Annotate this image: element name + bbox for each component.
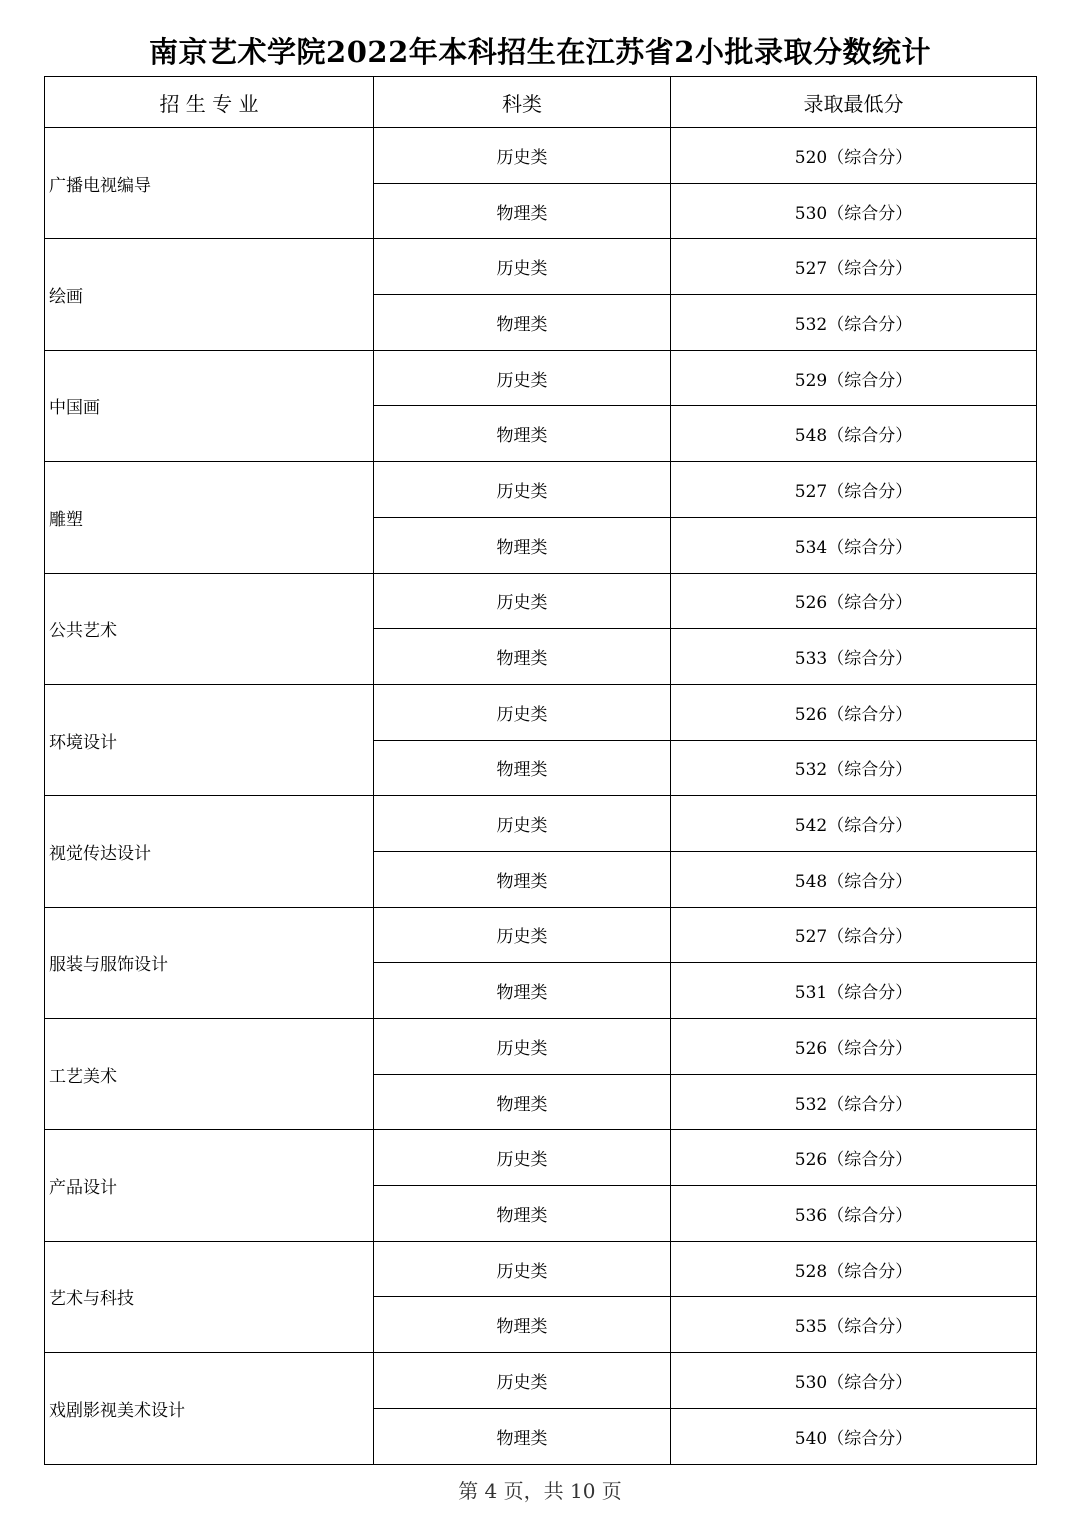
category-cell: 物理类	[374, 1074, 671, 1130]
major-cell: 环境设计	[45, 684, 374, 795]
major-cell: 戏剧影视美术设计	[45, 1353, 374, 1464]
category-cell: 物理类	[374, 1297, 671, 1353]
score-cell: 529（综合分）	[671, 350, 1037, 406]
score-cell: 531（综合分）	[671, 963, 1037, 1019]
category-cell: 历史类	[374, 128, 671, 184]
category-cell: 历史类	[374, 796, 671, 852]
table-row	[45, 1019, 1037, 1075]
score-cell: 532（综合分）	[671, 740, 1037, 796]
table-row	[45, 573, 1037, 629]
score-cell: 526（综合分）	[671, 1130, 1037, 1186]
category-cell: 物理类	[374, 629, 671, 685]
major-cell: 中国画	[45, 350, 374, 461]
admission-score-table	[44, 76, 1037, 1465]
score-cell: 526（综合分）	[671, 1019, 1037, 1075]
table-row	[45, 462, 1037, 518]
category-cell: 历史类	[374, 573, 671, 629]
score-cell: 528（综合分）	[671, 1241, 1037, 1297]
score-cell: 542（综合分）	[671, 796, 1037, 852]
score-cell: 527（综合分）	[671, 462, 1037, 518]
page-title: 南京艺术学院2022年本科招生在江苏省2小批录取分数统计	[149, 35, 931, 69]
category-cell: 物理类	[374, 851, 671, 907]
score-cell: 533（综合分）	[671, 629, 1037, 685]
category-cell: 物理类	[374, 1408, 671, 1464]
table-row	[45, 128, 1037, 184]
major-cell: 服装与服饰设计	[45, 907, 374, 1018]
category-cell: 物理类	[374, 1186, 671, 1242]
score-cell: 548（综合分）	[671, 851, 1037, 907]
category-cell: 历史类	[374, 350, 671, 406]
score-cell: 520（综合分）	[671, 128, 1037, 184]
category-cell: 历史类	[374, 462, 671, 518]
category-cell: 历史类	[374, 1241, 671, 1297]
score-cell: 532（综合分）	[671, 295, 1037, 351]
category-cell: 历史类	[374, 239, 671, 295]
category-cell: 历史类	[374, 684, 671, 740]
major-cell: 产品设计	[45, 1130, 374, 1241]
score-cell: 530（综合分）	[671, 183, 1037, 239]
category-cell: 物理类	[374, 406, 671, 462]
score-cell: 527（综合分）	[671, 907, 1037, 963]
score-cell: 526（综合分）	[671, 684, 1037, 740]
category-cell: 历史类	[374, 1353, 671, 1409]
table-row	[45, 1130, 1037, 1186]
table-row	[45, 1241, 1037, 1297]
category-cell: 物理类	[374, 183, 671, 239]
category-cell: 历史类	[374, 1019, 671, 1075]
score-cell: 530（综合分）	[671, 1353, 1037, 1409]
score-cell: 536（综合分）	[671, 1186, 1037, 1242]
table-row	[45, 907, 1037, 963]
category-cell: 物理类	[374, 740, 671, 796]
score-cell: 540（综合分）	[671, 1408, 1037, 1464]
category-cell: 历史类	[374, 907, 671, 963]
score-cell: 548（综合分）	[671, 406, 1037, 462]
table-row	[45, 796, 1037, 852]
table-row	[45, 239, 1037, 295]
category-cell: 历史类	[374, 1130, 671, 1186]
header-min-score: 录取最低分	[671, 77, 1037, 128]
category-cell: 物理类	[374, 517, 671, 573]
score-cell: 527（综合分）	[671, 239, 1037, 295]
score-cell: 532（综合分）	[671, 1074, 1037, 1130]
score-cell: 535（综合分）	[671, 1297, 1037, 1353]
category-cell: 物理类	[374, 295, 671, 351]
major-cell: 视觉传达设计	[45, 796, 374, 907]
major-cell: 绘画	[45, 239, 374, 350]
header-category: 科类	[374, 77, 671, 128]
score-cell: 526（综合分）	[671, 573, 1037, 629]
table-row	[45, 1353, 1037, 1409]
table-row	[45, 684, 1037, 740]
page-number-footer: 第 4 页，共 10 页	[458, 1479, 622, 1503]
major-cell: 雕塑	[45, 462, 374, 573]
major-cell: 工艺美术	[45, 1019, 374, 1130]
table-header-row	[45, 77, 1037, 128]
header-major: 招 生 专 业	[45, 77, 374, 128]
category-cell: 物理类	[374, 963, 671, 1019]
major-cell: 公共艺术	[45, 573, 374, 684]
major-cell: 广播电视编导	[45, 128, 374, 239]
score-cell: 534（综合分）	[671, 517, 1037, 573]
table-row	[45, 350, 1037, 406]
major-cell: 艺术与科技	[45, 1241, 374, 1352]
